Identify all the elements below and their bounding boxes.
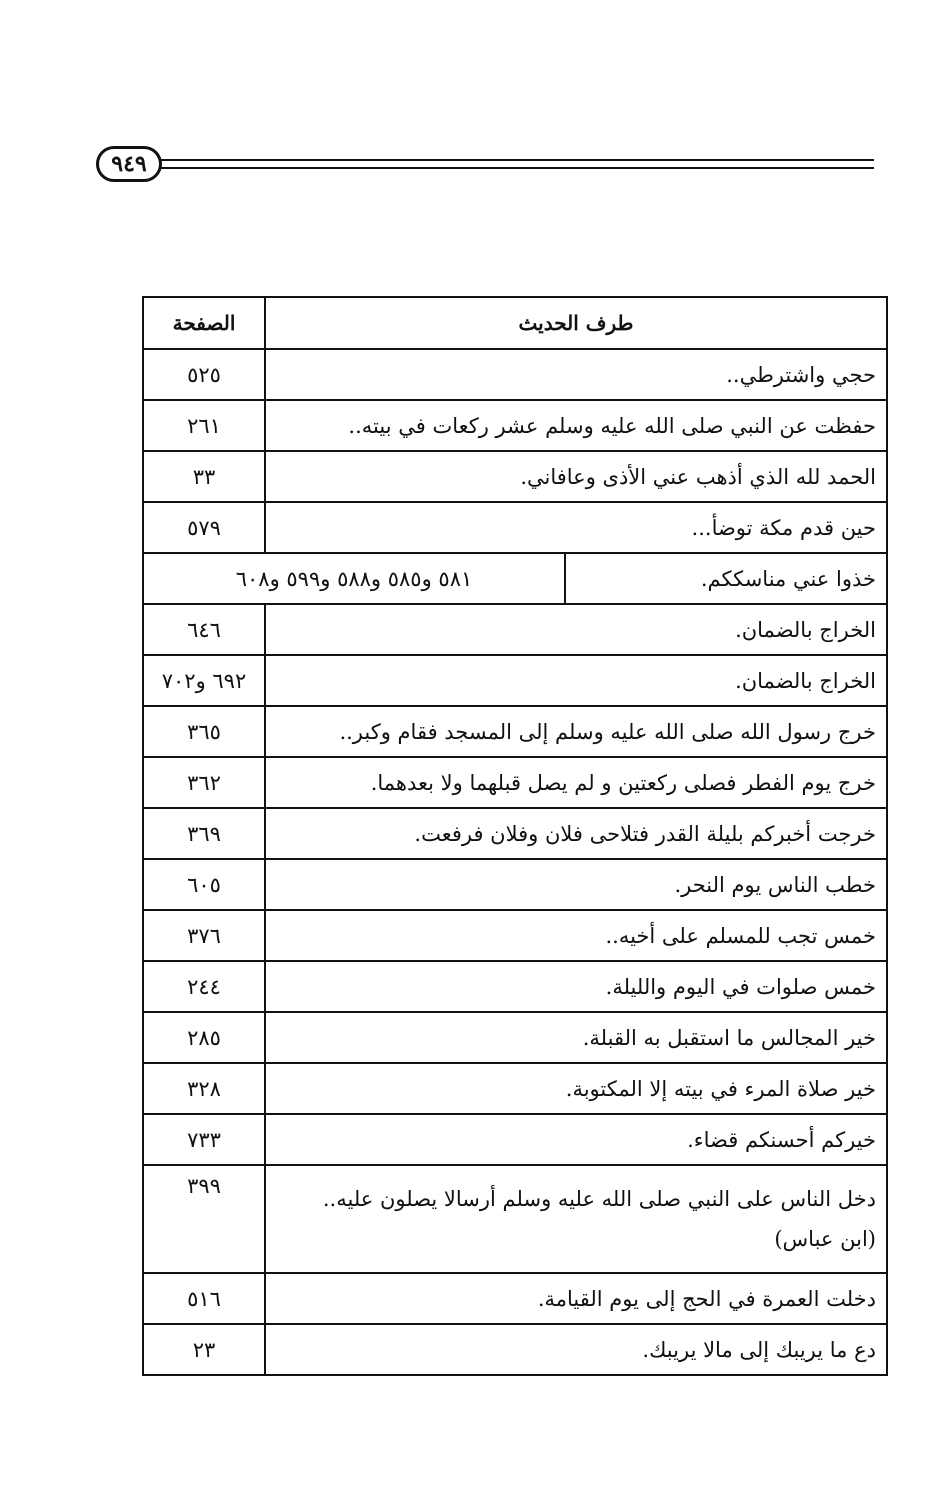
header-page: الصفحة bbox=[143, 297, 265, 349]
table-row bbox=[143, 1063, 887, 1114]
table-row bbox=[143, 502, 887, 553]
hadith-cell: خير صلاة المرء في بيته إلا المكتوبة. bbox=[265, 1063, 887, 1114]
page-cell: ٦٠٥ bbox=[143, 859, 265, 910]
page-cell: ٣٢٨ bbox=[143, 1063, 265, 1114]
hadith-cell: الحمد لله الذي أذهب عني الأذى وعافاني. bbox=[265, 451, 887, 502]
hadith-cell: خمس تجب للمسلم على أخيه.. bbox=[265, 910, 887, 961]
table-row bbox=[143, 655, 887, 706]
hadith-cell: خيركم أحسنكم قضاء. bbox=[265, 1114, 887, 1165]
page-cell: ٣٦٢ bbox=[143, 757, 265, 808]
page-cell: ٧٣٣ bbox=[143, 1114, 265, 1165]
table-row bbox=[143, 1165, 887, 1273]
table-row bbox=[143, 859, 887, 910]
page-cell: ٣٩٩ bbox=[143, 1165, 265, 1273]
hadith-cell-multiline bbox=[265, 1165, 887, 1273]
table-row bbox=[143, 706, 887, 757]
split-row-container bbox=[143, 553, 887, 604]
table-row bbox=[143, 808, 887, 859]
page-header bbox=[96, 146, 874, 186]
page-number-badge: ٩٤٩ bbox=[96, 146, 162, 182]
table-row bbox=[143, 553, 887, 604]
table-row bbox=[143, 1273, 887, 1324]
page-cell: ٣٦٩ bbox=[143, 808, 265, 859]
table-row bbox=[143, 910, 887, 961]
page-cell: ٥٧٩ bbox=[143, 502, 265, 553]
table-row bbox=[143, 604, 887, 655]
hadith-cell: خذوا عني مناسككم. bbox=[565, 554, 886, 603]
page-cell: ٢٨٥ bbox=[143, 1012, 265, 1063]
page-cell: ٣٦٥ bbox=[143, 706, 265, 757]
hadith-narrator-note: (ابن عباس) bbox=[774, 1227, 876, 1251]
hadith-cell: خرج رسول الله صلى الله عليه وسلم إلى المسجد فقام وكبر.. bbox=[265, 706, 887, 757]
hadith-cell: حجي واشترطي.. bbox=[265, 349, 887, 400]
header-hadith: طرف الحديث bbox=[265, 297, 887, 349]
table-row bbox=[143, 451, 887, 502]
table-row bbox=[143, 1324, 887, 1375]
page-cell: ٦٩٢ و٧٠٢ bbox=[143, 655, 265, 706]
page-cell: ٢٦١ bbox=[143, 400, 265, 451]
page-cell: ٣٧٦ bbox=[143, 910, 265, 961]
hadith-cell: حفظت عن النبي صلى الله عليه وسلم عشر ركعات في بيته.. bbox=[265, 400, 887, 451]
hadith-cell: دخلت العمرة في الحج إلى يوم القيامة. bbox=[265, 1273, 887, 1324]
hadith-cell: حين قدم مكة توضأ... bbox=[265, 502, 887, 553]
table-row bbox=[143, 400, 887, 451]
hadith-cell: خمس صلوات في اليوم والليلة. bbox=[265, 961, 887, 1012]
table-row bbox=[143, 1012, 887, 1063]
hadith-cell: الخراج بالضمان. bbox=[265, 604, 887, 655]
table-row bbox=[143, 1114, 887, 1165]
header-rule-bottom bbox=[156, 167, 874, 169]
table-row bbox=[143, 961, 887, 1012]
hadith-cell: خير المجالس ما استقبل به القبلة. bbox=[265, 1012, 887, 1063]
page-cell: ٥٢٥ bbox=[143, 349, 265, 400]
table-header-row bbox=[143, 297, 887, 349]
page-cell: ٥٨١ و٥٨٥ و٥٨٨ و٥٩٩ و٦٠٨ bbox=[235, 566, 473, 591]
hadith-text: دخل الناس على النبي صلى الله عليه وسلم أرسالا يصلون عليه.. bbox=[322, 1187, 876, 1211]
hadith-cell: خرج يوم الفطر فصلى ركعتين و لم يصل قبلهما ولا بعدهما. bbox=[265, 757, 887, 808]
header-rule-top bbox=[156, 159, 874, 161]
hadith-cell: خرجت أخبركم بليلة القدر فتلاحى فلان وفلان فرفعت. bbox=[265, 808, 887, 859]
page-cell: ٥١٦ bbox=[143, 1273, 265, 1324]
table-row bbox=[143, 757, 887, 808]
page-cell: ٢٤٤ bbox=[143, 961, 265, 1012]
hadith-cell: الخراج بالضمان. bbox=[265, 655, 887, 706]
table-row bbox=[143, 349, 887, 400]
hadith-cell: دع ما يريبك إلى مالا يريبك. bbox=[265, 1324, 887, 1375]
page-cell: ٦٤٦ bbox=[143, 604, 265, 655]
hadith-index-table bbox=[142, 296, 888, 1376]
hadith-cell: خطب الناس يوم النحر. bbox=[265, 859, 887, 910]
page-cell: ٢٣ bbox=[143, 1324, 265, 1375]
page-cell: ٣٣ bbox=[143, 451, 265, 502]
